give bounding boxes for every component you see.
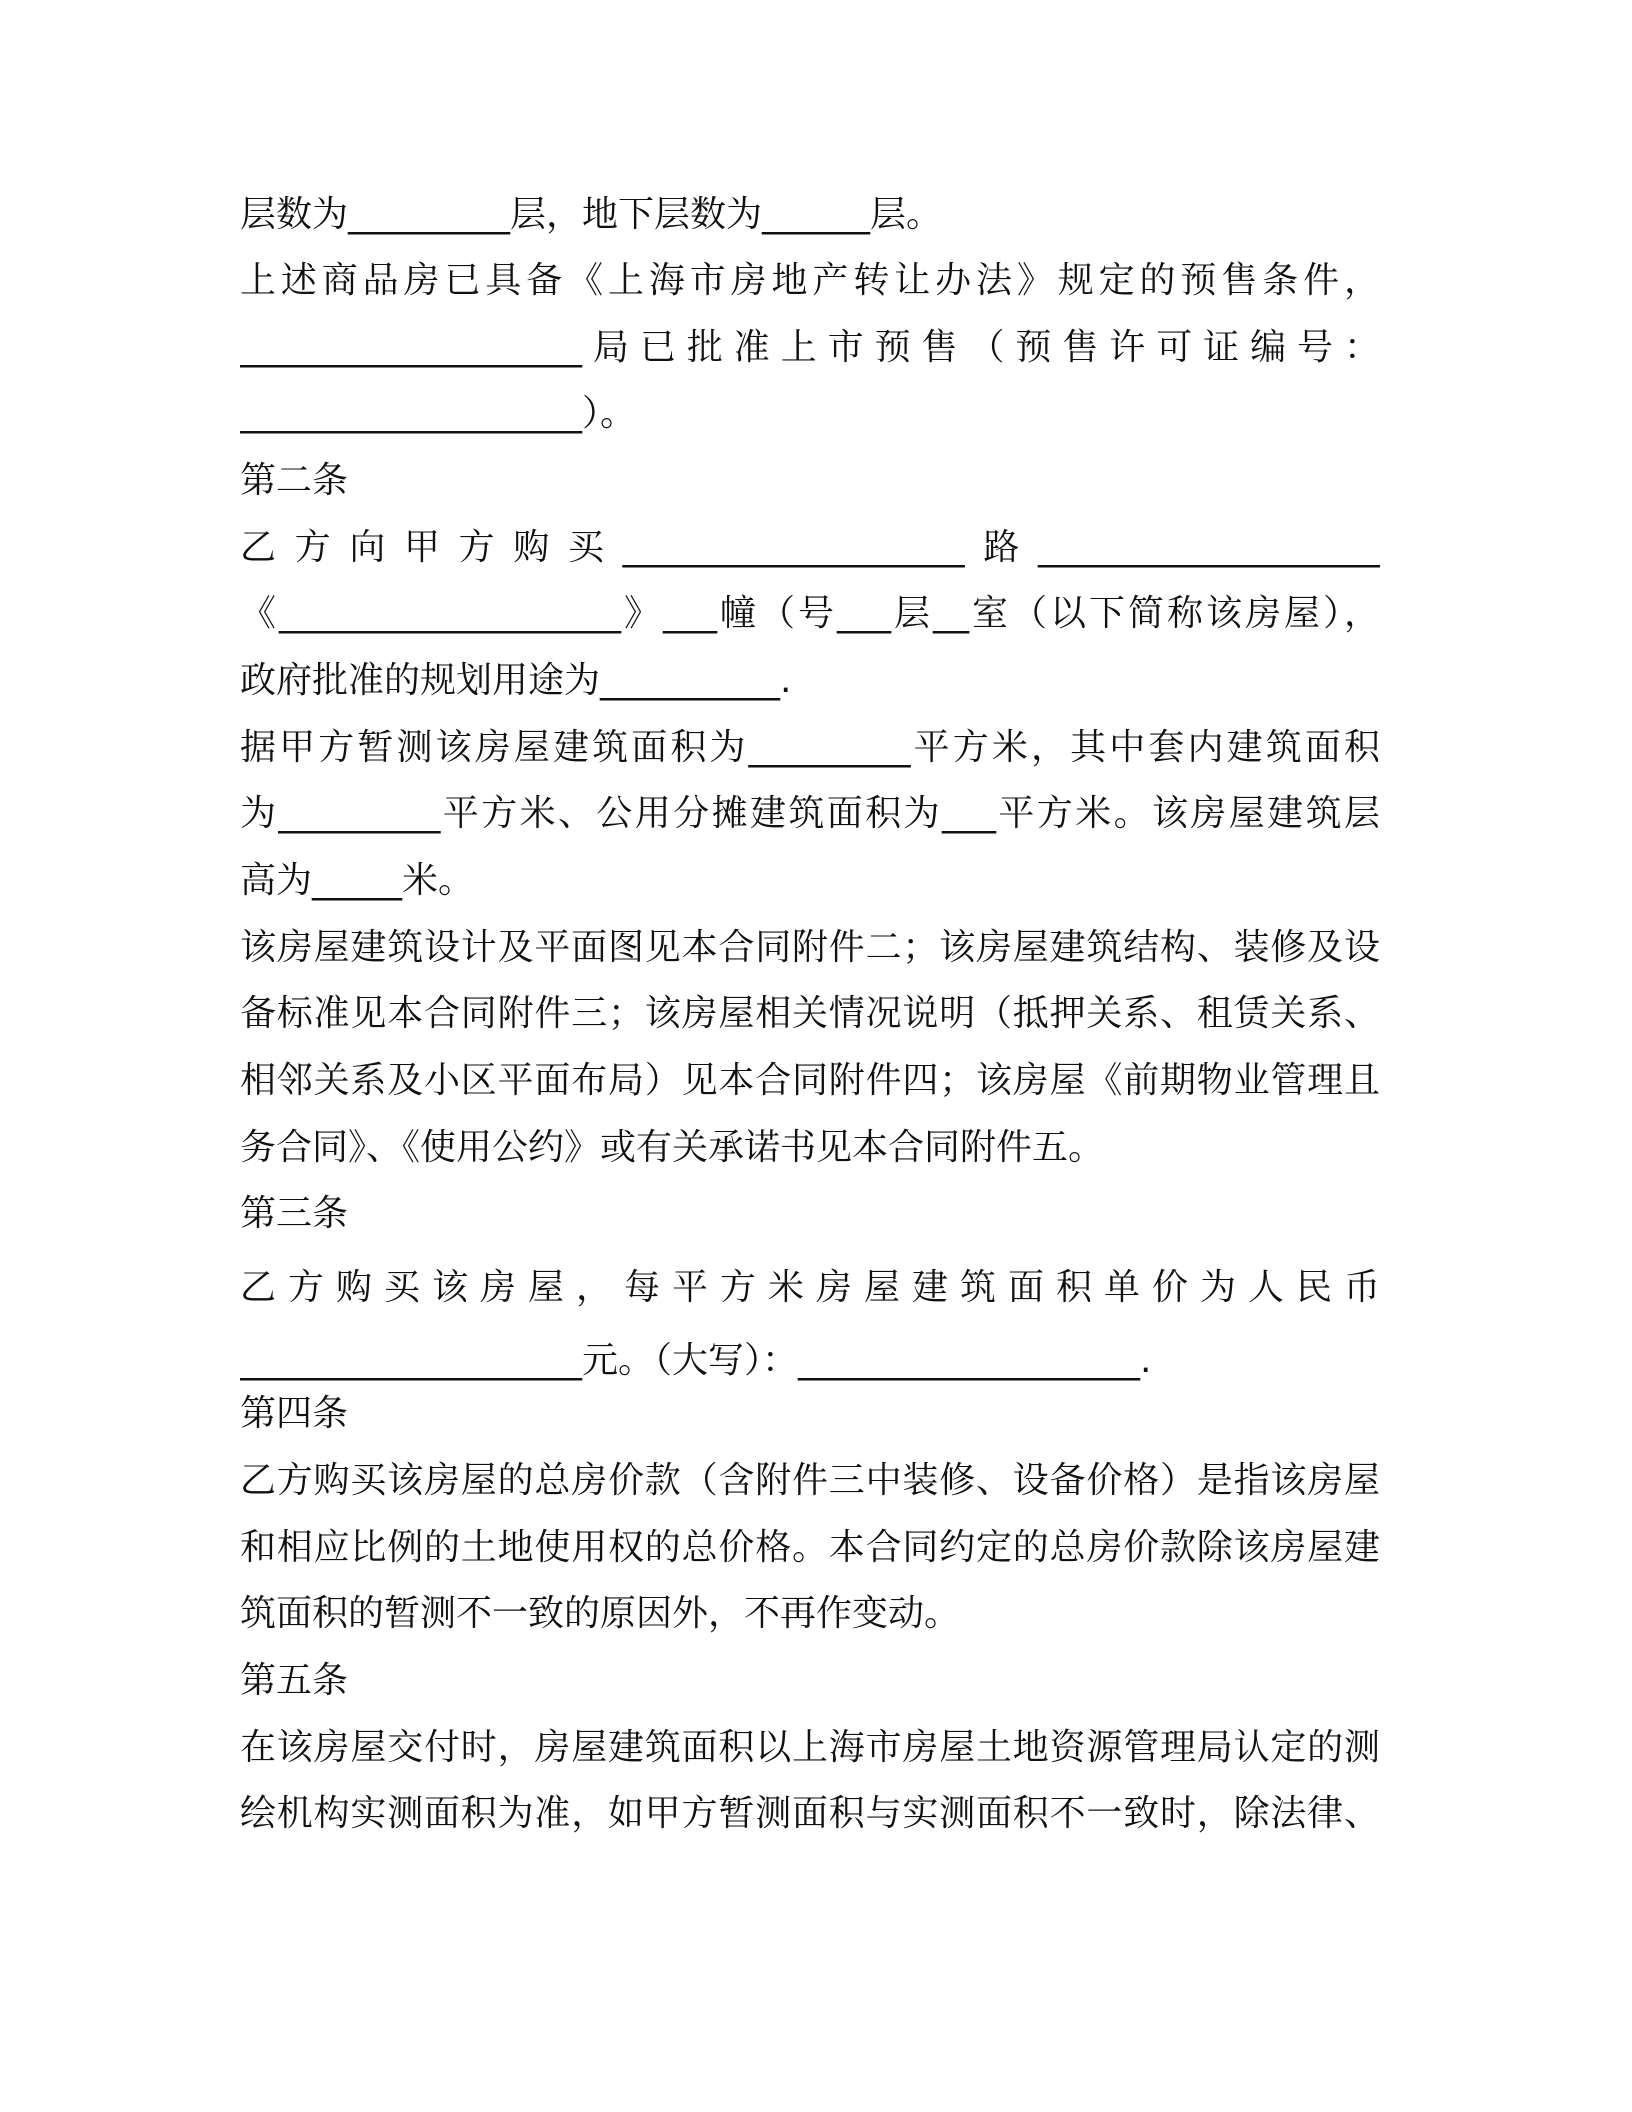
text-line: 绘机构实测面积为准，如甲方暂测面积与实测面积不一致时，除法律、 (240, 1793, 1380, 1834)
text-line: 在该房屋交付时，房屋建筑面积以上海市房屋土地资源管理局认定的测 (240, 1727, 1380, 1768)
text-line: 政府批准的规划用途为__________. (240, 660, 792, 701)
text-line: 乙方购买该房屋的总房价款（含附件三中装修、设备价格）是指该房屋 (240, 1460, 1380, 1501)
text-line: ___________________局已批准上市预售（预售许可证编号： (240, 327, 1380, 368)
text-line: 《___________________》___幢（号___层__室（以下简称该房屋）， (240, 593, 1380, 634)
text-line: 相邻关系及小区平面布局）见本合同附件四；该房屋《前期物业管理且 (240, 1060, 1380, 1101)
text-line: 该房屋建筑设计及平面图见本合同附件二；该房屋建筑结构、装修及设 (240, 927, 1380, 968)
text-line: 乙方购买该房屋，每平方米房屋建筑面积单价为人民币 (240, 1267, 1380, 1308)
text-line: 务合同》、《使用公约》或有关承诺书见本合同附件五。 (240, 1127, 1105, 1168)
text-line: 据甲方暂测该房屋建筑面积为_________平方米，其中套内建筑面积 (240, 727, 1380, 768)
article-heading: 第四条 (240, 1393, 349, 1434)
article-heading: 第二条 (240, 460, 349, 501)
text-line: 筑面积的暂测不一致的原因外，不再作变动。 (240, 1593, 961, 1634)
text-line: 备标准见本合同附件三；该房屋相关情况说明（抵押关系、租赁关系、 (240, 993, 1380, 1034)
text-line: 乙方向甲方购买___________________路___________________ (240, 527, 1380, 568)
article-heading: 第三条 (240, 1193, 349, 1234)
text-line: 层数为_________层，地下层数为______层。 (240, 194, 943, 235)
text-line: 为_________平方米、公用分摊建筑面积为___平方米。该房屋建筑层 (240, 793, 1380, 834)
text-line: ___________________元。（大写）：___________________. (240, 1340, 1152, 1381)
text-line: 和相应比例的土地使用权的总价格。本合同约定的总房价款除该房屋建 (240, 1527, 1380, 1568)
text-line: ___________________）。 (240, 393, 637, 434)
article-heading: 第五条 (240, 1660, 349, 1701)
text-line: 高为_____米。 (240, 860, 475, 901)
text-line: 上述商品房已具备《上海市房地产转让办法》规定的预售条件， (240, 260, 1380, 301)
